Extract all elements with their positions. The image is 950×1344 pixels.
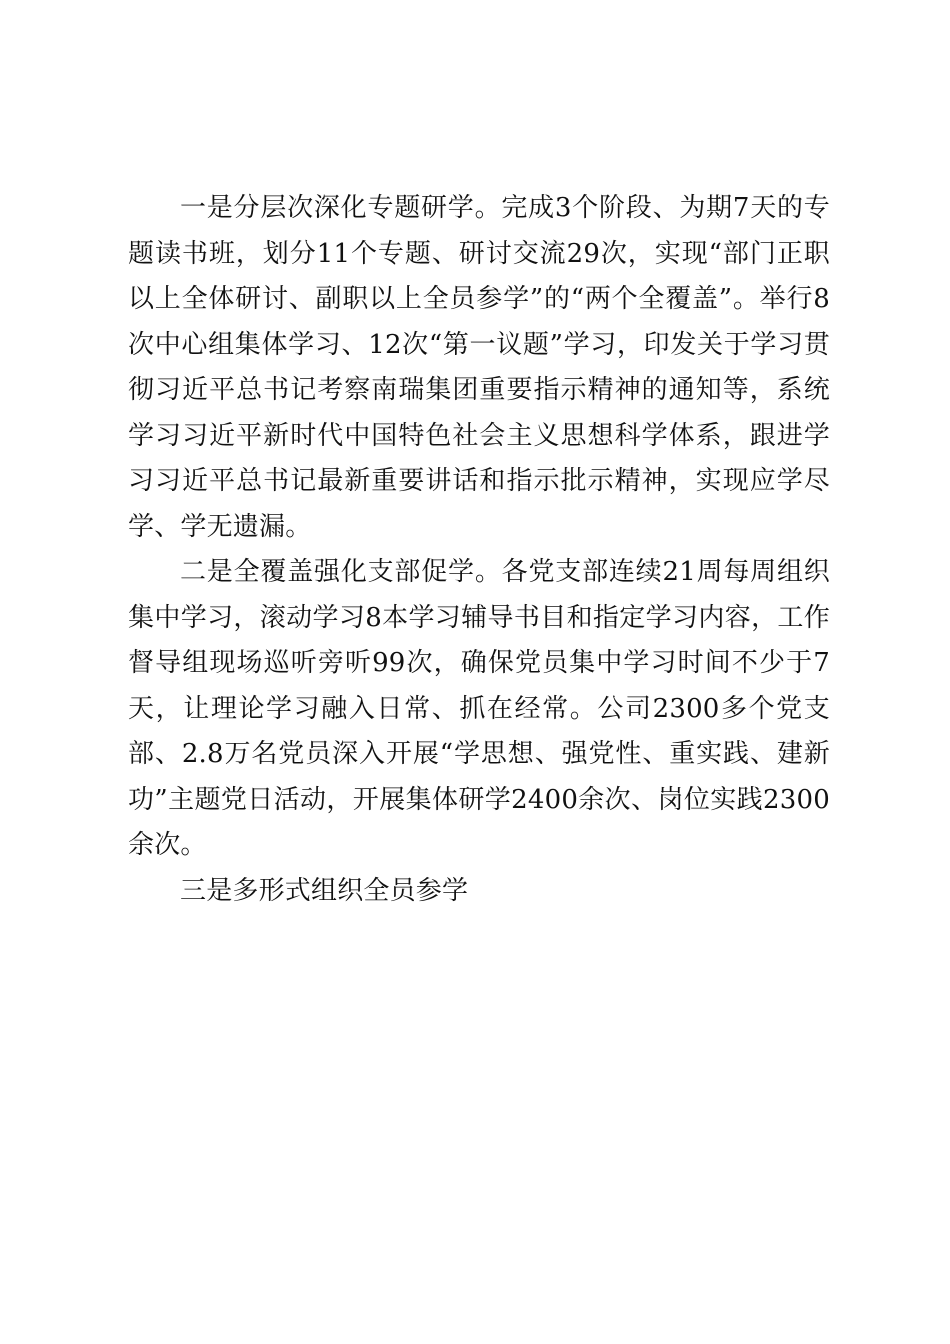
paragraph-all-staff-study: 三是多形式组织全员参学 (180, 875, 469, 906)
document-body (128, 186, 830, 914)
paragraph-branch-study: 二是全覆盖强化支部促学。各党支部连续21周每周组织集中学习，滚动学习8本学习辅导书目和指定学习内容，工作督导组现场巡听旁听99次，确保党员集中学习时间不少于7天，让理论学习融入日常、抓在经常。公司2300多个党支部、2.8万名党员深入开展“学思想、强党性、重实践、建新功”主题党日活动，开展集体研学2400余次、岗位实践2300余次。 (128, 557, 830, 860)
paragraph-layered-study: 一是分层次深化专题研学。完成3个阶段、为期7天的专题读书班，划分11个专题、研讨交流29次，实现“部门正职以上全体研讨、副职以上全员参学”的“两个全覆盖”。举行8次中心组集体学习、12次“第一议题”学习，印发关于学习贯彻习近平总书记考察南瑞集团重要指示精神的通知等，系统学习习近平新时代中国特色社会主义思想科学体系，跟进学习习近平总书记最新重要讲话和指示批示精神，实现应学尽学、学无遗漏。 (128, 193, 830, 542)
